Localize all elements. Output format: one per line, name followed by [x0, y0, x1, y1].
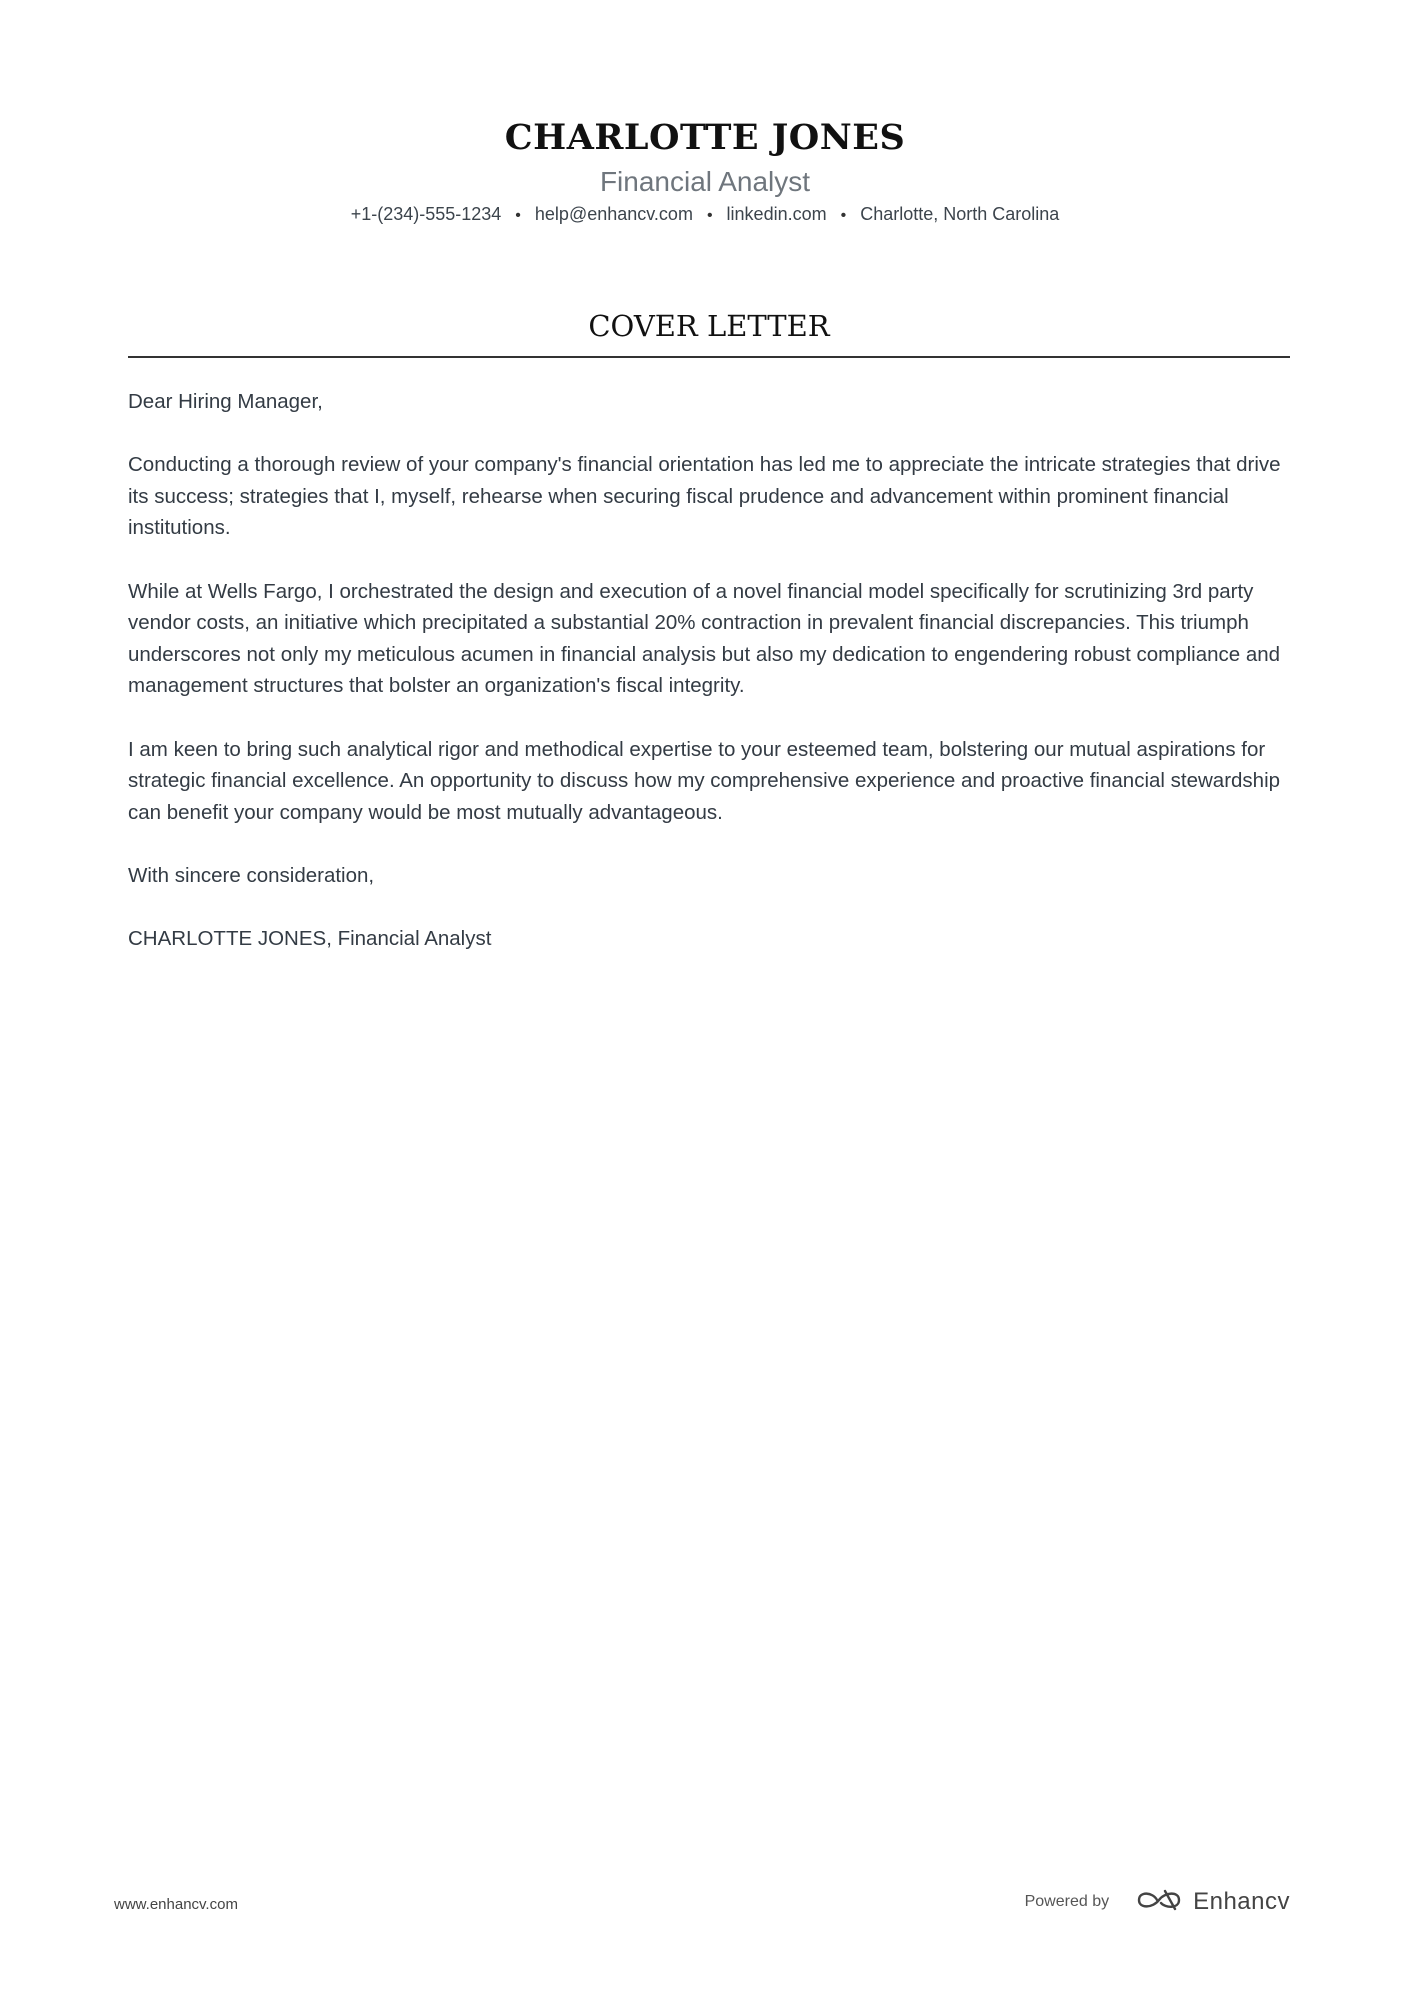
- letter-body: [128, 386, 1293, 986]
- contact-linkedin[interactable]: linkedin.com: [726, 204, 827, 224]
- letter-greeting: Dear Hiring Manager,: [128, 390, 323, 413]
- candidate-title: Financial Analyst: [599, 166, 811, 197]
- footer-website[interactable]: www.enhancv.com: [114, 1896, 238, 1913]
- contact-separator: •: [840, 207, 847, 224]
- letter-closing: With sincere consideration,: [128, 863, 375, 887]
- footer-branding: [1025, 1884, 1290, 1920]
- enhancv-brand-text: Enhancv: [1193, 1888, 1290, 1915]
- letter-paragraph-3: I am keen to bring such analytical rigor and methodical expertise to your esteemed team, bolstering our mutual aspirations for strategic financial excellence. An opportunity to discuss how my comprehensive experience and proactive financial stewardship can benefit your company would be most mutually advantageous.: [128, 737, 1281, 824]
- enhancv-logo-icon: [1135, 1887, 1183, 1918]
- contact-location: Charlotte, North Carolina: [860, 204, 1060, 224]
- candidate-name: CHARLOTTE JONES: [504, 117, 906, 158]
- contact-separator: •: [515, 207, 521, 224]
- letter-signature: CHARLOTTE JONES, Financial Analyst: [128, 927, 492, 951]
- enhancv-logo[interactable]: [1135, 1887, 1290, 1918]
- letter-paragraph-1: Conducting a thorough review of your company's financial orientation has led me to appreciate the intricate strategies that drive its success; strategies that I, myself, rehearse when securing fiscal prudence and advancement within prominent financial institutions.: [128, 453, 1281, 540]
- contact-email[interactable]: help@enhancv.com: [534, 204, 693, 224]
- section-divider: [128, 356, 1290, 358]
- contact-phone: +1-(234)-555-1234: [350, 204, 502, 224]
- contact-info: [0, 202, 1410, 228]
- letter-paragraph-2: While at Wells Fargo, I orchestrated the design and execution of a novel financial model specifically for scrutinizing 3rd party vendor costs, an initiative which precipitated a substantial 20% contraction in prevalent financial discrepancies. This triumph underscores not only my meticulous acumen in financial analysis but also my dedication to engendering robust compliance and management structures that bolster an organization's fiscal integrity.: [128, 579, 1281, 698]
- contact-separator: •: [706, 207, 713, 224]
- section-title: COVER LETTER: [588, 309, 830, 343]
- resume-header: [0, 112, 1410, 228]
- powered-by-label: Powered by: [1024, 1893, 1110, 1910]
